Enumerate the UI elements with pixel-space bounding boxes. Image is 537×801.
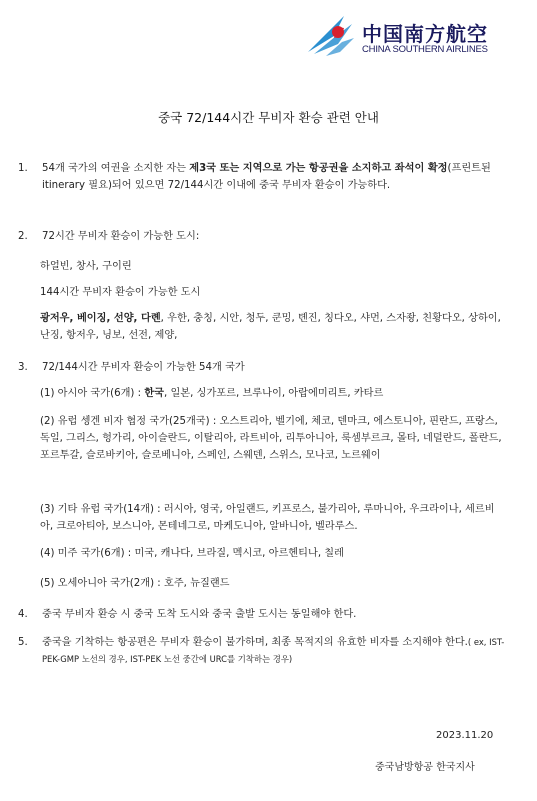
cities-144h: 광저우, 베이징, 선양, 다롄, 우한, 충칭, 시안, 청두, 쿤밍, 톈진, 칭다오, 샤먼, 스자좡, 친황다오, 상하이, 난징, 항저우, 닝보, 선전, 제양, [40,313,501,341]
china-southern-logo [304,12,504,60]
item-1-text: 54개 국가의 여권을 소지한 자는 제3국 또는 지역으로 가는 항공권을 소지하고 좌석이 확정(프린트된 itinerary 필요)되어 있으면 72/144시간 이내에 중국 무비자 환승이 가능하다. [42,163,491,191]
transit-72h-heading: 72시간 무비자 환승이 가능한 도시: [42,231,200,242]
document-date: 2023.11.20 [436,730,494,741]
kapok-flower-logo-icon [304,12,356,58]
logo-chinese-text: 中国南方航空 [362,22,488,46]
asia-countries: (1) 아시아 국가(6개) : 한국, 일본, 싱가포르, 브루나이, 아랍에미리트, 카타르 [40,388,384,399]
document-title: 중국 72/144시간 무비자 환승 관련 안내 [158,110,379,125]
item-number: 1. [18,163,28,174]
item-number: 2. [18,231,28,242]
logo-english-text: CHINA SOUTHERN AIRLINES [362,44,488,55]
item-5-note: ( ex, IST-PEK-GMP 노선의 경우, IST-PEK 노선 중간에 URC를 기착하는 경우) [42,637,505,664]
other-europe-countries: (3) 기타 유럽 국가(14개) : 러시아, 영국, 아일랜드, 키프로스, 불가리아, 루마니아, 우크라이나, 세르비아, 크로아티아, 보스니아, 몬테네그로, 마케도니아, 알바니아, 벨라루스. [40,504,495,532]
oceania-countries: (5) 오세아니아 국가(2개) : 호주, 뉴질랜드 [40,578,230,589]
item-number: 3. [18,362,28,373]
transit-144h-heading: 144시간 무비자 환승이 가능한 도시 [40,287,201,298]
item-5-text: 중국을 기착하는 항공편은 무비자 환승이 불가하며, 최종 목적지의 유효한 비자를 소지해야 한다.( ex, IST-PEK-GMP 노선의 경우, IST-PEK 노선 중간에 URC를 기착하는 경우) [42,637,505,664]
item-number: 4. [18,609,28,620]
america-countries: (4) 미주 국가(6개) : 미국, 캐나다, 브라질, 멕시코, 아르헨티나, 칠레 [40,548,344,559]
item-number: 5. [18,637,28,648]
item-4-text: 중국 무비자 환승 시 중국 도착 도시와 중국 출발 도시는 동일해야 한다. [42,609,357,620]
cities-72h: 하얼빈, 창사, 구이린 [40,261,132,272]
signature: 중국남방항공 한국지사 [375,762,475,773]
countries-heading: 72/144시간 무비자 환승이 가능한 54개 국가 [42,362,245,373]
europe-schengen-countries: (2) 유럽 셍겐 비자 협정 국가(25개국) : 오스트리아, 벨기에, 체코, 덴마크, 에스토니아, 핀란드, 프랑스, 독일, 그리스, 헝가리, 아이슬란드, 이탈리아, 라트비아, 리투아니아, 룩셈부르크, 몰타, 네덜란드, 폴란드, 포르투갈, 슬로바키아, 슬로베니아, 스페인, 스웨덴, 스위스, 모나코, 노르웨이 [40,416,502,461]
